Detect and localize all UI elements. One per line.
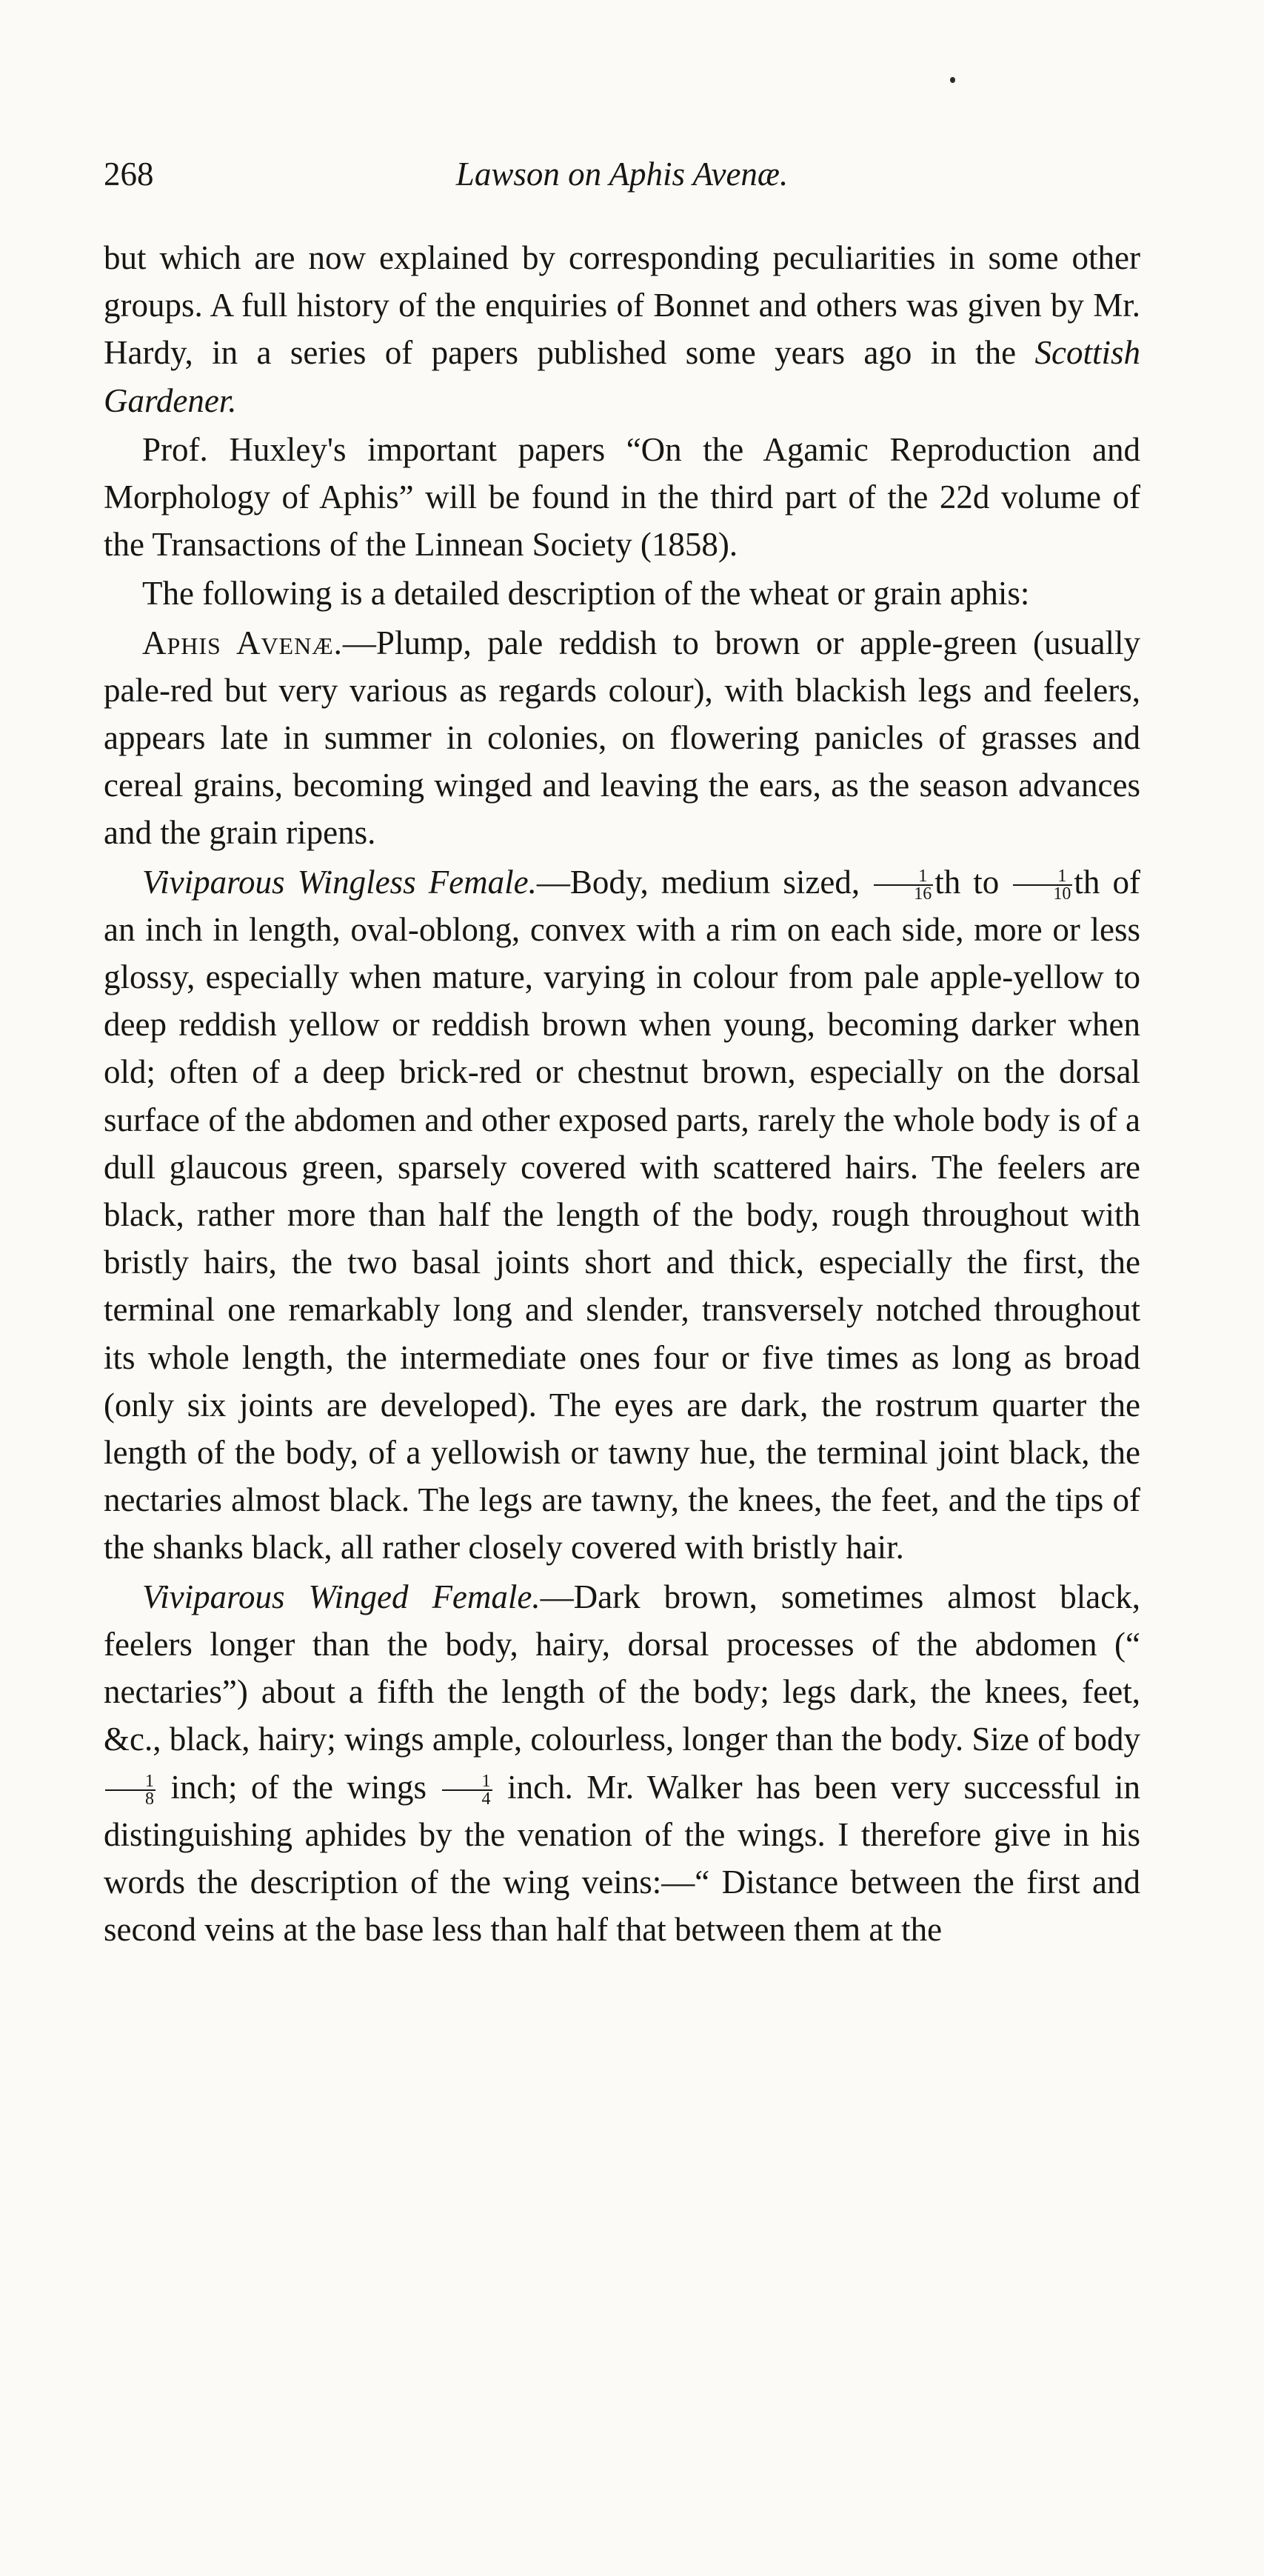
section-heading: Viviparous Wingless Female. bbox=[142, 863, 537, 901]
fraction-numerator: 1 bbox=[874, 868, 933, 886]
fraction-numerator: 1 bbox=[1013, 868, 1072, 886]
paragraph-text: th to bbox=[934, 863, 1012, 901]
fraction bbox=[1013, 868, 1072, 902]
fraction bbox=[105, 1773, 156, 1807]
paragraph-text: but which are now explained by corresponding peculiarities in some other groups. A full history of the enquiries of Bonnet and others was given by Mr. Hardy, in a series of papers published some years ago in the bbox=[104, 239, 1140, 372]
periodical-title: Scottish Gardener. bbox=[104, 334, 1140, 419]
fraction-numerator: 1 bbox=[442, 1773, 492, 1791]
paragraph-continuation bbox=[104, 234, 1140, 424]
paragraph-text: inch; of the wings bbox=[157, 1768, 441, 1806]
paragraph-text: —Body, medium sized, bbox=[536, 863, 873, 901]
fraction bbox=[442, 1773, 492, 1807]
paragraph-text: th of an inch in length, oval-oblong, convex with a rim on each side, more or less glossy, especially when mature, varying in colour from pale apple-yellow to deep reddish yellow or reddish brown when young, becoming darker when old; often of a deep brick-red or chestnut brown, especially on the dorsal surface of the abdomen and other exposed parts, rarely the whole body is of a dull glaucous green, sparsely covered with scattered hairs. The feelers are black, rather more than half the length of the body, rough throughout with bristly hairs, the two basal joints short and thick, especially the first, the terminal one remarkably long and slender, transversely notched throughout its whole length, the intermediate ones four or five times as long as broad (only six joints are developed). The eyes are dark, the rostrum quarter the length of the body, of a yellowish or tawny hue, the terminal joint black, the nectaries almost black. The legs are tawny, the knees, the feet, and the tips of the shanks black, all rather closely covered with bristly hair. bbox=[104, 863, 1140, 1566]
fraction bbox=[874, 868, 933, 902]
fraction-denominator: 4 bbox=[481, 1789, 491, 1809]
page-number: 268 bbox=[104, 156, 154, 193]
book-page bbox=[104, 148, 1140, 1953]
fraction-denominator: 10 bbox=[1053, 884, 1071, 904]
section-heading: Viviparous Winged Female. bbox=[142, 1578, 541, 1615]
paragraph-text: —Dark brown, sometimes almost black, feelers longer than the body, hairy, dorsal processes of the abdomen (“ nectaries”) about a fifth the length of the body; legs dark, the knees, feet, &c., black, hairy; wings ample, colourless, longer than the body. Size of body bbox=[104, 1578, 1140, 1758]
body-text bbox=[104, 234, 1140, 1953]
paragraph-wingless-female bbox=[104, 858, 1140, 1572]
paragraph-huxley: Prof. Huxley's important papers “On the Agamic Reproduction and Morphology of Aphis” will be found in the third part of the 22d volume of the Transactions of the Linnean Society (1858). bbox=[104, 430, 1140, 564]
fraction-denominator: 8 bbox=[145, 1789, 154, 1809]
running-title: Lawson on Aphis Avenæ. bbox=[455, 156, 789, 193]
paragraph-text: inch. Mr. Walker has been very successful in distinguishing aphides by the venation of the wings. I therefore give in his words the description of the wing veins:—“ Distance between the first and second veins at the base less than half that between them at the bbox=[104, 1768, 1140, 1949]
paragraph-species bbox=[104, 619, 1140, 857]
running-head bbox=[104, 148, 1140, 200]
paragraph-text: —Plump, pale reddish to brown or apple-green (usually pale-red but very various as regards colour), with blackish legs and feelers, appears late in summer in colonies, on flowering panicles of grasses and cereal grains, becoming winged and leaving the ears, as the season advances and the grain ripens. bbox=[104, 624, 1140, 852]
paragraph-intro: The following is a detailed description of the wheat or grain aphis: bbox=[142, 575, 1030, 613]
fraction-denominator: 16 bbox=[914, 884, 932, 904]
print-speck bbox=[950, 77, 955, 83]
paragraph-winged-female bbox=[104, 1573, 1140, 1954]
fraction-numerator: 1 bbox=[105, 1773, 156, 1791]
species-name: Aphis Avenæ. bbox=[142, 624, 343, 661]
